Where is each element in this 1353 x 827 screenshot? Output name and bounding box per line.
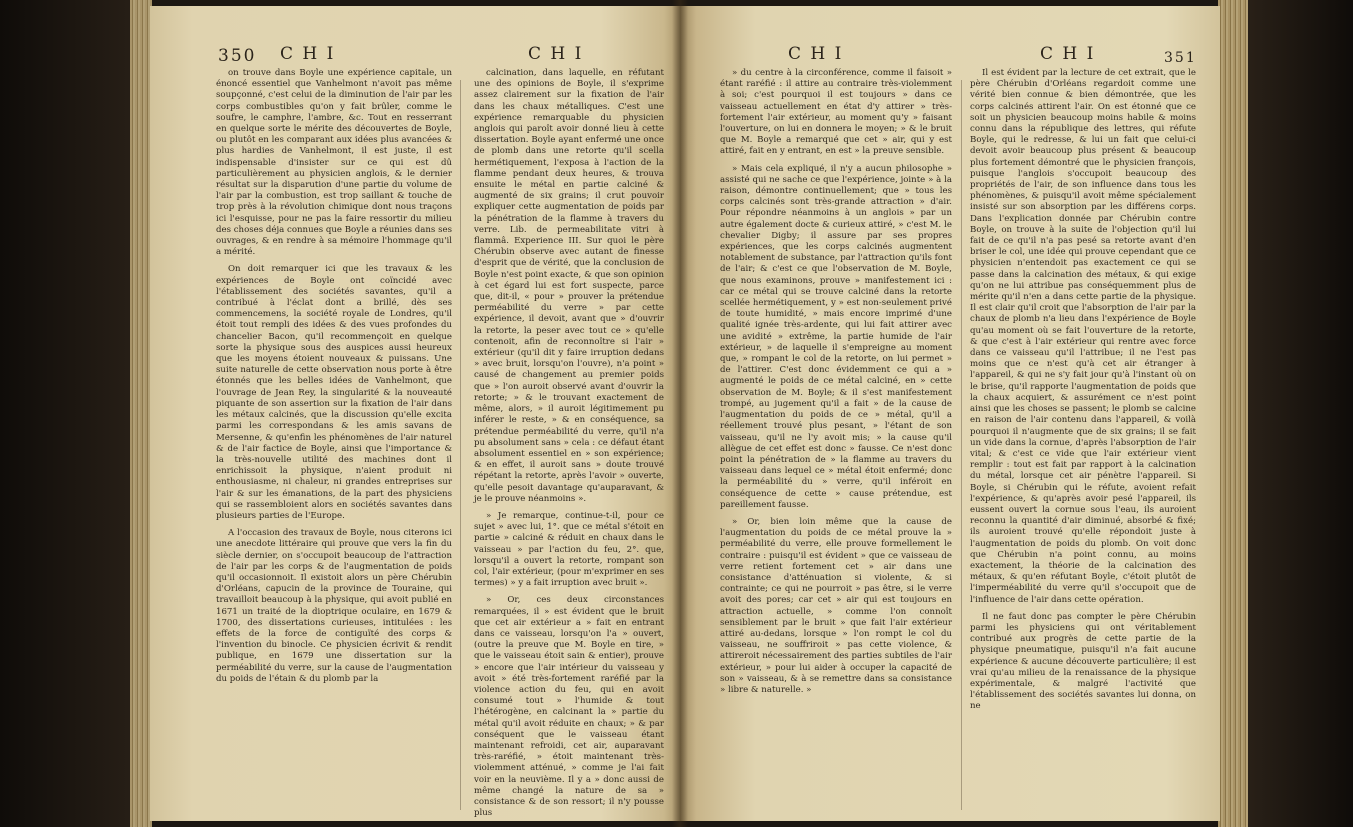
page-edges-right [1218, 0, 1248, 827]
left-running-head-1: C H I [280, 44, 336, 64]
left-page [150, 6, 680, 821]
left-page-number: 350 [218, 46, 257, 66]
paragraph: A l'occasion des travaux de Boyle, nous citerons ici une anecdote littéraire qui prouve que vers la fin du siècle dernier, on s'occupoit beaucoup de l'attraction de l'air par les corps & de l'augmentation de poids qu'il occasionnoit. Il existoit alors un père Chérubin d'Orléans, capucin de la province de Touraine, qui travailloit beaucoup à la physique, qui avoit publié en 1671 un traité de la dioptrique oculaire, en 1679 & 1700, des dissertations curieuses, intitulées : les effets de la force de contiguïté des corps & l'invention du binocle. Ce physicien écrivit & rendit publique, en 1679 une dissertation sur la perméabilité du verre, sur la cause de l'augmentation du poids de l'étain & du plomb par la [216, 528, 452, 684]
paragraph: » Or, ces deux circonstances remarquées, il » est évident que le bruit que cet air extérieur a » fait en entrant dans ce vaisseau, lorsqu'on l'a » ouvert, (outre la preuve que M. Boyle en tire, » que le vaisseau étoit sain & entier), prouve » encore que l'air intérieur du vaisseau y avoit » été très-fortement raréfié par la violence action du feu, qui en avoit consumé tout » l'humide & tout l'hétérogène, en calcinant la » partie du métal qu'il avoit réduite en chaux; » & par conséquent que le vaisseau étant maintenant refroidi, cet air, auparavant très-raréfié, » étoit maintenant très-violemment atténué, » comme je l'ai fait voir en la neuvième. Il y a » donc aussi de même changé la nature de sa » consistance & de son ressort; il n'y pousse plus [474, 595, 664, 819]
right-running-head-1: C H I [788, 44, 844, 64]
column-rule [961, 80, 962, 810]
background-left [0, 0, 150, 827]
paragraph: Il est évident par la lecture de cet extrait, que le père Chérubin d'Orléans regardoit comme une vérité bien connue & bien démontrée, que les corps calcinés attirent l'air. On est étonné que ce soit un physicien beaucoup moins habile & moins connu dans la république des lettres, qui réfute Boyle, qui le redresse, & lui un fait que celui-ci devoit avoir beaucoup plus présent & beaucoup plus fortement démontré que le physicien françois, puisque l'anglois s'occupoit beaucoup des propriétés de l'air, de son influence dans tous les phénomènes, & puisqu'il avoit même spécialement insisté sur son absorption par les différens corps. Dans l'explication donnée par Chérubin contre Boyle, on trouve à la suite de l'objection qu'il lui fait de ce qu'il n'a pas pesé sa retorte avant d'en briser le col, une idée qui prouve cependant que ce physicien n'entendoit pas exactement ce qui se passe dans la calcination des métaux, & qui exige qu'on ne lui attribue pas conséquemment plus de mérite qu'il n'en a dans cette partie de la physique. Il est clair qu'il croit que l'absorption de l'air par la chaux de plomb n'a lieu dans l'expérience de Boyle qu'au moment où se fait l'ouverture de la retorte, & que c'est à l'air extérieur qui rentre avec force dans ce vaisseau qu'il l'attribue; il ne l'est pas moins que ce n'est qu'à cet air étranger à l'appareil, & qui ne s'y fait jour qu'à l'instant où on le brise, qu'il rapporte l'augmentation de poids que la chaux acquiert, & assurément ce n'est point ainsi que les choses se passent; le plomb se calcine en raison de l'air contenu dans l'appareil, & voilà pourquoi il n'augmente que de six grains; il se fait un vide dans la cornue, d'après l'absorption de l'air vital; & c'est ce vide que l'air extérieur vient remplir : tout est fait par rapport à la calcination du métal, lorsque cet air pénètre l'appareil. Si Boyle, si Chérubin qui le réfute, avoient refait l'expérience, & qu'après avoir pesé l'appareil, ils eussent ouvert la cornue sous l'eau, ils auroient reconnu la quantité d'air diminué, absorbé & fixé; ils auroient trouvé qu'elle répondoit juste à l'augmentation de poids du plomb. On voit donc que Chérubin n'a point connu, au moins exactement, la théorie de la calcination des métaux, & qu'en réfutant Boyle, c'étoit plutôt de l'imperméabilité du verre qu'il s'occupoit que de l'influence de l'air dans cette opération. [970, 68, 1196, 605]
right-page-number: 351 [1164, 50, 1197, 66]
right-column-1 [714, 68, 952, 702]
paragraph: calcination, dans laquelle, en réfutant une des opinions de Boyle, il s'exprime assez clairement sur la fixation de l'air dans les chaux métalliques. C'est une expérience remarquable du physicien anglois qui paroît avoir donné lieu à cette dissertation. Boyle ayant enfermé une once de plomb dans une retorte qu'il scella hermétiquement, l'exposa à l'action de la flamme pendant deux heures, & trouva ensuite le métal en partie calciné & augmenté de six grains; il crut pouvoir expliquer cette augmentation de poids par la pénétration de la flamme à travers du verre. Lib. de permeabilitate vitri à flammâ. Experience III. Sur quoi le père Chérubin observe avec autant de finesse d'esprit que de vérité, que la conclusion de Boyle n'est point exacte, & que son opinion à cet égard lui est fort suspecte, parce que, dit-il, « pour » prouver la prétendue perméabilité du verre » par cette expérience, il devoit, avant que » d'ouvrir la retorte, la peser avec tout ce » qu'elle contenoit, afin de reconnoître si l'air » extérieur (qu'il dit y faire irruption dedans » avec bruit, lorsqu'on l'ouvre), n'a point » causé de changement au premier poids que » l'on auroit observé avant d'ouvrir la retorte; » & le trouvant exactement de même, alors, » il auroit légitimement pu inférer le reste, » & en conséquence, sa prétendue perméabilité du verre, qu'il n'a pu absolument sans » cela : ce défaut étant absolument essentiel en » son expérience; & en effet, il auroit sans » doute trouvé répétant la retorte, après l'avoir » ouverte, qu'elle pesoit davantage qu'auparavant, & je le prouve néanmoins ». [474, 68, 664, 504]
left-column-1 [216, 68, 452, 691]
right-page [680, 6, 1220, 821]
background-right [1243, 0, 1353, 827]
paragraph: on trouve dans Boyle une expérience capitale, un énoncé essentiel que Vanhelmont n'avoit pas même soupçonné, c'est celui de la diminution de l'air par les corps combustibles qu'on y fait brûler, comme le soufre, le camphre, l'ambre, &c. Tout en resserrant en quelque sorte le mérite des découvertes de Boyle, ou plutôt en les comparant aux idées plus avancées & plus hardies de Vanhelmont, il est juste, il est indispensable d'insister sur ce qui est dû particulièrement au physicien anglois, & le dernier résultat sur la disparution d'une partie du volume de l'air par la combustion, est trop saillant & touche de trop près à la révolution chimique dont nous traçons ici l'esquisse, pour ne pas la faire ressortir du milieu des choses déja connues que Boyle a réunies dans ses ouvrages, & en rendre à sa mémoire l'hommage qu'il a mérité. [216, 68, 452, 258]
paragraph: Il ne faut donc pas compter le père Chérubin parmi les physiciens qui ont véritablement contribué aux progrès de cette partie de la physique pneumatique, puisqu'il n'a fait aucune expérience & aucune découverte particulière; il est vrai qu'au milieu de la renaissance de la physique expérimentale, & malgré l'activité que l'établissement des sociétés savantes lui donna, on ne [970, 611, 1196, 712]
paragraph: » Mais cela expliqué, il n'y a aucun philosophe » assisté qui ne sache ce que l'expérience, jointe » à la raison, démontre continuellement; que » tous les corps calcinés sont très-grande attraction » d'air. Pour répondre néanmoins à un anglois » par un autre également docte & curieux attiré, » c'est M. le chevalier Digby; il assure par ses propres expériences, que les corps calcinés augmentent notablement de substance, par l'attraction qu'ils font de l'air; & c'est ce que l'observation de M. Boyle, que nous examinons, prouve » manifestement ici : car ce métal qui se trouve calciné dans la retorte scellée hermétiquement, y » est non-seulement privé de toute humidité, » mais encore imprimé d'une qualité ignée très-ardente, qui lui fait attirer avec une avidité » extrême, la partie humide de l'air extérieur, » de laquelle il s'empreigne au moment que, » rompant le col de la retorte, on lui permet » de l'attirer. C'est donc évidemment ce qui a » augmenté le poids de ce métal calciné, en » cette observation de M. Boyle; & il s'est manifestement trompé, au jugement qu'il a fait » de la cause de l'augmentation du poids de ce » métal, qu'il a réellement trouvé plus pesant, » l'étant de son vaisseau, qu'il ne l'y avoit mis; » la cause qu'il allègue de cet effet est donc » fausse. Ce n'est donc point la pénétration de » la flamme au travers du vaisseau dans lequel ce » métal étoit enfermé; donc la perméabilité du » verre, qu'il inféroit en conséquence de cette » cause prétendue, est pareillement fausse. [720, 163, 952, 510]
paragraph: » Or, bien loin même que la cause de l'augmentation du poids de ce métal prouve la » perméabilité du verre, elle prouve formellement le contraire : puisqu'il est évident » que ce vaisseau de verre retient fortement cet » air dans une consistance d'atténuation si violente, & si contrainte; ce qui ne pourroit » pas être, si le verre avoit des pores; car cet » air qui est toujours en attraction actuelle, » comme l'on connoît sensiblement par le bruit » que fait l'air extérieur attiré au-dedans, lorsque » l'on rompt le col du vaisseau, ne souffriroit » pas cette violence, & attireroit nécessairement des parties subtiles de l'air extérieur, » pour lui aider à occuper la capacité de son » vaisseau, & à se remettre dans sa consistance » libre & naturelle. » [720, 516, 952, 695]
paragraph: » Je remarque, continue-t-il, pour ce sujet » avec lui, 1°. que ce métal s'étoit en partie » calciné & réduit en chaux dans le vaisseau » par l'action du feu, 2°. que, lorsqu'il a ouvert la retorte, rompant son col, l'air extérieur, (pour m'exprimer en ses termes) » y a fait irruption avec bruit ». [474, 510, 664, 589]
right-running-head-2: C H I [1040, 44, 1096, 64]
left-column-2 [468, 68, 664, 821]
paragraph: On doit remarquer ici que les travaux & les expériences de Boyle ont coïncidé avec l'établissement des sociétés savantes, qu'il a contribué à l'éclat dont a brillé, dès ses commencemens, la société royale de Londres, qu'il étoit tout rempli des idées & des vues profondes du chancelier Bacon, qu'il recommençoit en quelque sorte la physique sous des auspices aussi heureux que les moyens étoient nouveaux & puissans. Une suite naturelle de cette observation nous porte à être étonnés que les belles idées de Vanhelmont, que l'ouvrage de Jean Rey, la singularité & la nouveauté piquante de son assertion sur la fixation de l'air dans les métaux calcinés, que la discussion qu'elle excita parmi les correspondans & les amis savans de Mersenne, & qu'enfin les phénomènes de l'air naturel & de l'air factice de Boyle, ainsi que l'importance & la très-nouvelle utilité des machines dont il enrichissoit la physique, n'aient produit ni enthousiasme, ni chaleur, ni grandes entreprises sur l'air & sur les émanations, de la part des physiciens qui se rassembloient alors en sociétés savantes dans plusieurs parties de l'Europe. [216, 264, 452, 521]
page-edges-left [130, 0, 152, 827]
book-gutter [672, 0, 688, 827]
right-column-2 [970, 68, 1196, 719]
paragraph: » du centre à la circonférence, comme il faisoit » étant raréfié : il attire au contraire très-violemment à soi; c'est pourquoi il est toujours » dans ce vaisseau actuellement en état d'y attirer » très-fortement l'air extérieur, au moment qu'y » faisant l'ouverture, on lui en donnera le moyen; » & le bruit que M. Boyle a remarqué que cet » air, qui y est attiré, fait en y entrant, en est » la preuve sensible. [720, 68, 952, 157]
column-rule [460, 80, 461, 810]
left-running-head-2: C H I [528, 44, 584, 64]
